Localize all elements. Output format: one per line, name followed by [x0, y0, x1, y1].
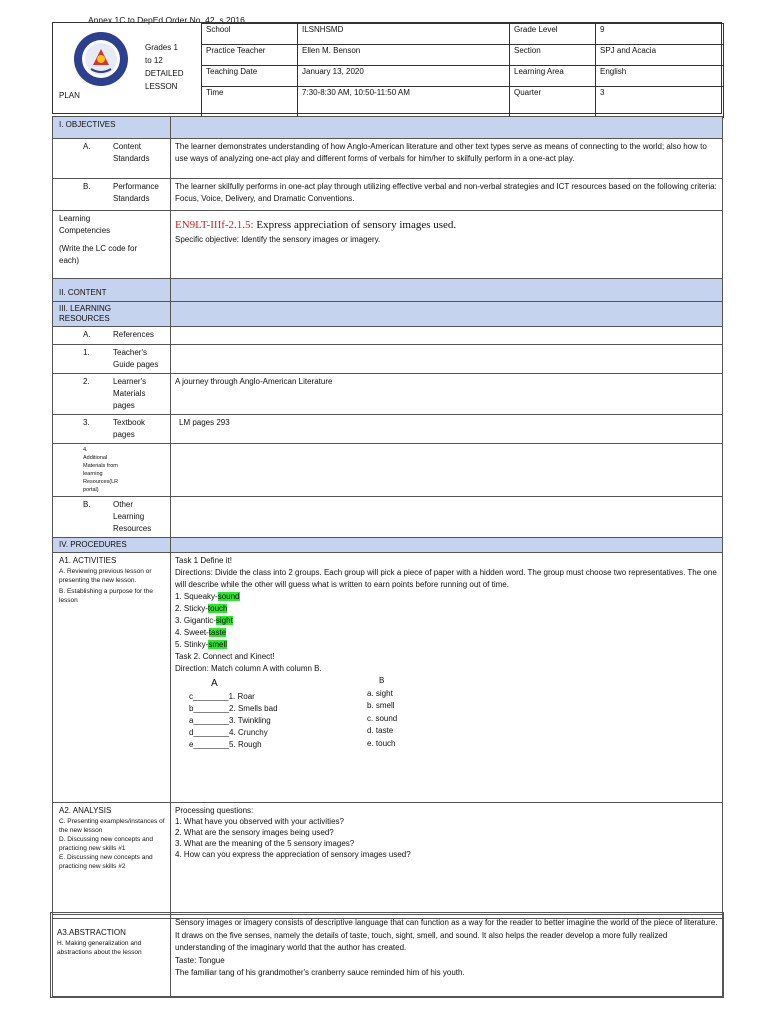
resources-band [53, 302, 723, 327]
lc-text: Express appreciation of sensory images used. [253, 219, 457, 231]
grade-value: 9 [596, 24, 724, 45]
ref-label: References [113, 330, 154, 339]
matching-exercise [175, 675, 718, 765]
performance-standards-text: The learner skilfully performs in one-act play through utilizing effective verbal and non-verbal strategies and ICT resources based on the following criteria: Focus, Voice, Delivery, and Dramatic Conventions. [171, 179, 723, 211]
word-answer: sound [217, 592, 240, 601]
quarter-label: Quarter [510, 87, 596, 118]
word-item [175, 627, 718, 639]
lm-label-2: Materials [113, 389, 146, 398]
processing-question: 2. What are the sensory images being used? [175, 828, 334, 837]
objectives-title: I. OBJECTIVES [53, 117, 171, 139]
perf-letter: B. [83, 182, 91, 191]
a1-title: A1. ACTIVITIES [59, 556, 117, 565]
abstraction-taste: Taste: Tongue [175, 955, 225, 965]
tb-text: LM pages 293 [171, 415, 723, 444]
other-label-3: Resources [113, 524, 152, 533]
column-a-item: e________5. Rough [189, 740, 262, 749]
column-a-item: a________3. Twinkling [189, 716, 271, 725]
time-value: 7:30-8:30 AM, 10:50-11:50 AM [298, 87, 510, 118]
analysis-row [53, 803, 723, 919]
lc-label: Learning [59, 214, 91, 223]
other-label: Other [113, 500, 134, 509]
task-1-directions: Directions: Divide the class into 2 groups. Each group will pick a piece of paper with a hidden word. The group must choose two representatives. The one will describe while the other will guess what is written to earn points before running out of time. [175, 568, 717, 589]
section-label: Section [510, 45, 596, 66]
date-label: Teaching Date [202, 66, 298, 87]
processing-question: 1. What have you observed with your activities? [175, 817, 344, 826]
tb-num: 3. [83, 418, 90, 427]
column-b-item: c. sound [367, 713, 398, 723]
activities-row [53, 553, 723, 803]
content-band [53, 279, 723, 302]
deped-seal-icon [73, 31, 129, 87]
procedures-band [53, 538, 723, 553]
word-item [175, 615, 718, 627]
a2-sub-1: C. Presenting examples/instances of the new lesson [59, 818, 165, 834]
add-line: Resources(LR [83, 479, 119, 485]
other-resources-row [53, 497, 723, 538]
a2-title: A2. ANALYSIS [59, 806, 112, 815]
task-2-title: Task 2. Connect and Kinect! [175, 652, 275, 661]
a1-sub-1: A. Reviewing previous lesson or presenting the new lesson. [59, 568, 152, 584]
header-info-table [201, 23, 724, 118]
column-a-item: d________4. Crunchy [189, 728, 268, 737]
add-line: Additional [83, 455, 108, 461]
column-b-item: d. taste [367, 726, 394, 735]
annex-reference: Annex 1C to DepEd Order No. 42, s.2016 [88, 15, 245, 25]
other-label-2: Learning [113, 512, 145, 521]
lc-label-3: (Write the LC code for [59, 244, 138, 253]
tg-num: 1. [83, 348, 90, 357]
word-prefix: 2. Sticky- [175, 604, 208, 613]
add-line: portal) [83, 487, 99, 493]
content-label-2: Standards [113, 154, 150, 163]
lm-label-3: pages [113, 401, 135, 410]
references-row [53, 327, 723, 345]
performance-standards-row [53, 179, 723, 211]
column-a-item: c________1. Roar [189, 692, 255, 701]
add-num: 4. [83, 447, 88, 453]
a1-sub-2: B. Establishing a purpose for the lesson [59, 588, 153, 604]
teacher-label: Practice Teacher [202, 45, 298, 66]
area-label: Learning Area [510, 66, 596, 87]
dlp-line: DETAILED [145, 69, 184, 78]
learning-competencies-row [53, 211, 723, 279]
lc-label-2: Competencies [59, 226, 111, 235]
date-value: January 13, 2020 [298, 66, 510, 87]
task-1-title: Task 1 Define it! [175, 556, 232, 565]
content-letter: A. [83, 142, 91, 151]
resources-title-2: RESOURCES [59, 314, 110, 323]
other-letter: B. [83, 500, 91, 509]
column-b-item: b. smell [367, 701, 395, 710]
dlp-line: to 12 [145, 56, 163, 65]
section-value: SPJ and Acacia [596, 45, 724, 66]
add-line: learning [83, 471, 103, 477]
abstraction-text: Sensory images or imagery consists of descriptive language that can function as a way for the reader to better imagine the world of the piece of literature. It draws on the five senses, namely the details of taste, touch, sight, smell, and sound. It also helps the reader develop a more fully realized understanding of the imaginary world that the author has created. [175, 918, 718, 952]
content-standards-row [53, 139, 723, 179]
ref-letter: A. [83, 330, 91, 339]
lc-code: EN9LT-IIIf-2.1.5: [175, 219, 254, 231]
perf-label: Performance [113, 182, 159, 191]
column-a [189, 677, 278, 751]
objectives-band [53, 117, 723, 139]
a3-sub: H. Making generalization and abstractions about the lesson [57, 940, 142, 956]
column-a-item: b________2. Smells bad [189, 704, 278, 713]
column-a-head: A [211, 678, 218, 689]
header-block [52, 22, 722, 114]
add-line: Materials from [83, 463, 118, 469]
lm-num: 2. [83, 377, 90, 386]
word-prefix: 5. Stinky- [175, 640, 209, 649]
word-prefix: 4. Sweet- [175, 628, 209, 637]
word-answer: sight [215, 616, 233, 625]
processing-title: Processing questions: [175, 806, 254, 815]
column-b-head: B [379, 676, 385, 685]
dlp-line: LESSON [145, 82, 178, 91]
textbook-row [53, 415, 723, 444]
school-label: School [202, 24, 298, 45]
learners-materials-row [53, 374, 723, 415]
lm-label: Learner's [113, 377, 147, 386]
school-value: ILSNHSMD [298, 24, 510, 45]
content-standards-text: The learner demonstrates understanding of how Anglo-American literature and other text types serve as means of connecting to the world; also how to use ways of analyzing one-act play and different forms of verbals for him/her to skilfully perform in a one-act play. [171, 139, 723, 179]
tg-label-2: Guide pages [113, 360, 159, 369]
processing-question: 3. What are the meaning of the 5 sensory images? [175, 839, 355, 848]
area-value: English [596, 66, 724, 87]
teacher-value: Ellen M. Benson [298, 45, 510, 66]
quarter-value: 3 [596, 87, 724, 118]
a3-title: A3.ABSTRACTION [57, 928, 126, 937]
dlp-title [145, 41, 184, 93]
content-title: II. CONTENT [53, 279, 171, 302]
lesson-plan-table [52, 116, 723, 919]
dlp-line: Grades 1 [145, 43, 178, 52]
task-2-directions: Direction: Match column A with column B. [175, 664, 322, 673]
a2-sub-3: E. Discussing new concepts and practicing new skills #2 [59, 854, 153, 870]
column-b [367, 675, 397, 750]
specific-objective: Specific objective: Identify the sensory images or imagery. [175, 235, 381, 244]
word-prefix: 3. Gigantic- [175, 616, 216, 625]
abstraction-table [52, 914, 723, 997]
word-answer: touch [207, 604, 228, 613]
resources-title: III. LEARNING [59, 304, 112, 313]
procedures-title: IV. PROCEDURES [53, 538, 171, 553]
word-prefix: 1. Squeaky- [175, 592, 218, 601]
abstraction-example: The familiar tang of his grandmother's cranberry sauce reminded him of his youth. [175, 968, 465, 977]
dlp-plan: PLAN [59, 91, 80, 100]
word-answer: smell [208, 640, 228, 649]
word-item [175, 591, 718, 603]
lc-label-4: each) [59, 256, 80, 265]
teachers-guide-row [53, 345, 723, 374]
column-b-item: e. touch [367, 738, 396, 748]
column-b-item: a. sight [367, 688, 393, 698]
tb-label: Textbook [113, 418, 146, 427]
perf-label-2: Standards [113, 194, 150, 203]
additional-materials-row [53, 444, 723, 497]
processing-question: 4. How can you express the appreciation of sensory images used? [175, 850, 411, 859]
a2-sub-2: D. Discussing new concepts and practicing new skills #1 [59, 836, 153, 852]
tb-label-2: pages [113, 430, 135, 439]
word-item [175, 639, 718, 651]
word-answer: taste [208, 628, 227, 637]
tg-label: Teacher's [113, 348, 147, 357]
time-label: Time [202, 87, 298, 118]
word-item [175, 603, 718, 615]
lm-text: A journey through Anglo-American Literature [171, 374, 723, 415]
grade-label: Grade Level [510, 24, 596, 45]
content-label: Content [113, 142, 142, 151]
abstraction-row [53, 915, 723, 997]
